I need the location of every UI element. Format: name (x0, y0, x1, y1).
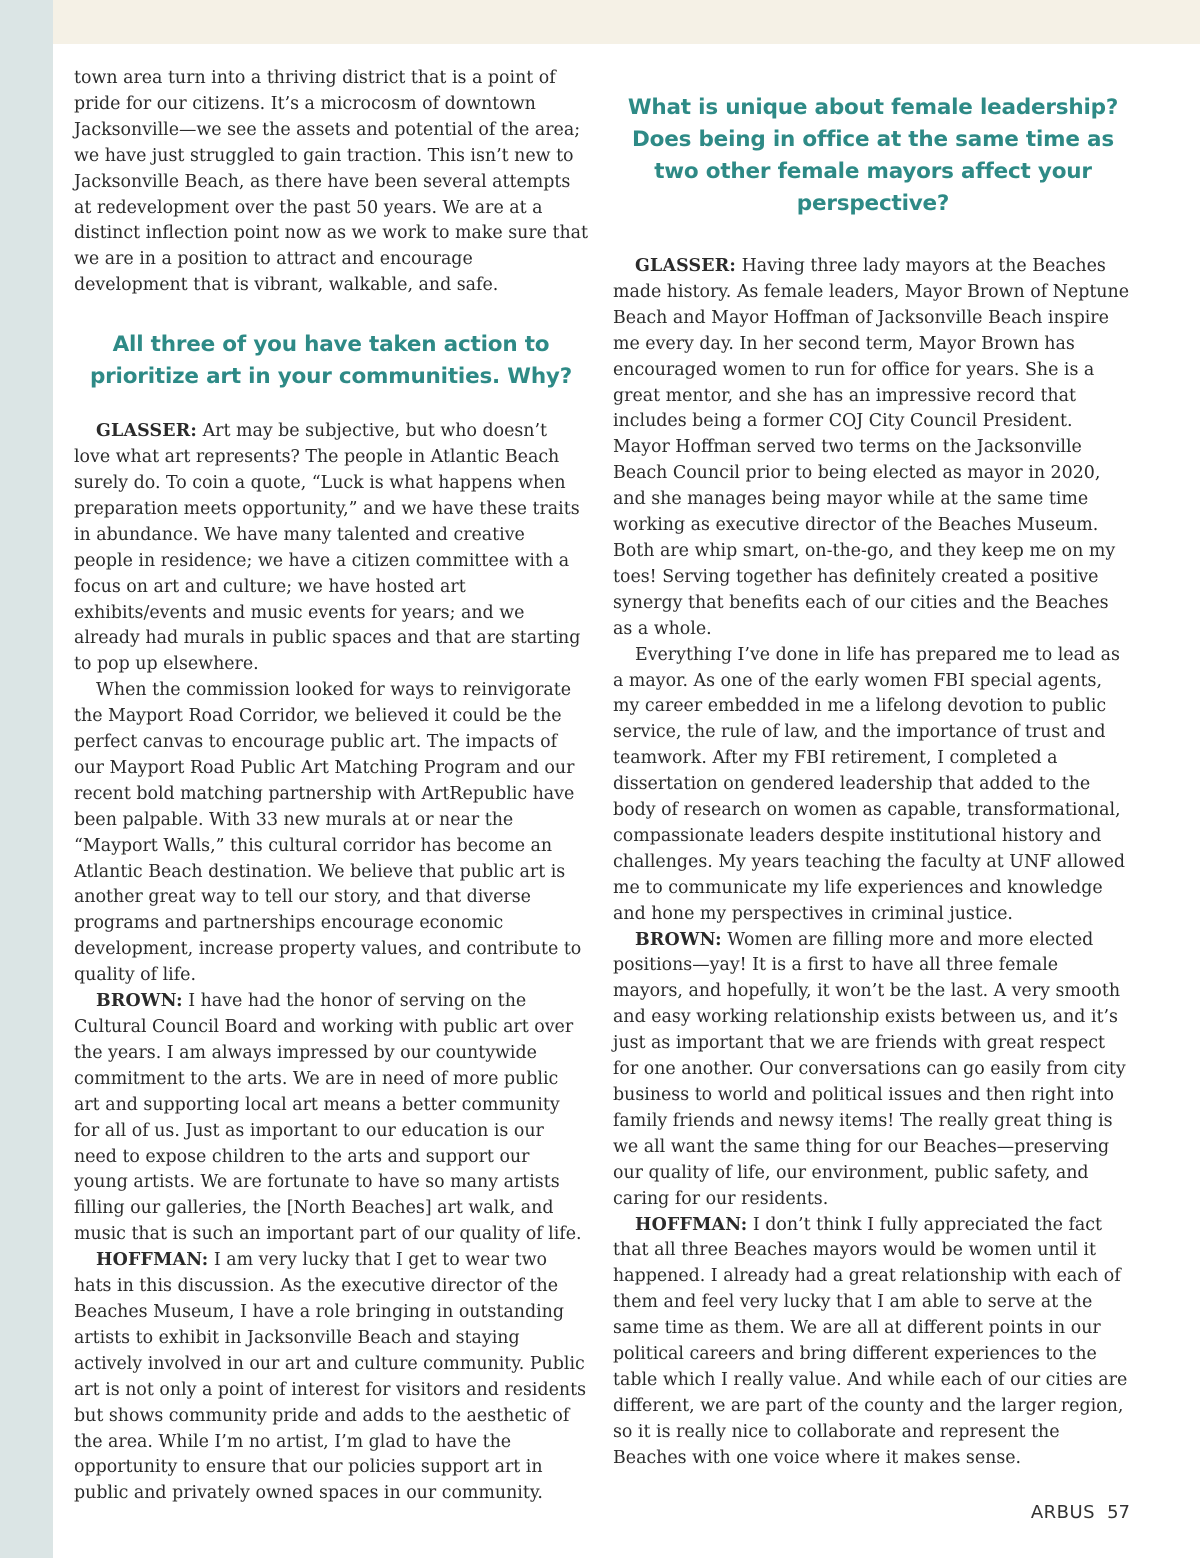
speaker-label: GLASSER: (96, 421, 198, 442)
answer-paragraph (613, 254, 1133, 643)
speaker-label: GLASSER: (635, 256, 737, 276)
speaker-label: HOFFMAN: (635, 1214, 748, 1235)
left-column (74, 66, 588, 1507)
answer-paragraph (74, 1248, 588, 1507)
publication-name: ARBUS (1030, 1502, 1096, 1523)
right-column (613, 92, 1133, 1472)
answer-text: Women are filling more and more elected positions—yay! It is a first to have all three female mayors, and hopefully, it won’t be the last. A very smooth and easy working relationship exists between us, and it’s just as important that we are friends with great respect for one another. Our conversations can go easily from city business to world and political issues and then right into family friends and newsy items! The really great thing is we all want the same thing for our Beaches—preserving our quality of life, our environment, public safety, and caring for our residents. (613, 929, 1126, 1209)
answer-text: Everything I’ve done in life has prepared me to lead as a mayor. As one of the early women FBI special agents, my career embedded in me a lifelong devotion to public service, the rule of law, and the importance of trust and teamwork. After my FBI retirement, I completed a dissertation on gendered leadership that added to the body of research on women as capable, transformational, compassionate leaders despite institutional history and challenges. My years teaching the faculty at UNF allowed me to communicate my life experiences and knowledge and hone my perspectives in criminal justice. (613, 644, 1126, 924)
speaker-label: HOFFMAN: (96, 1250, 209, 1271)
answer-paragraph (613, 1213, 1133, 1472)
question-female-leadership: What is unique about female leadership? Does being in office at the same time as two other female mayors affect your perspective? (627, 95, 1119, 216)
answer-text: Art may be subjective, but who doesn’t love what art represents? The people in Atlantic Beach surely do. To coin a quote, “Luck is what happens when preparation meets opportunity,” and we have these traits in abundance. We have many talented and creative people in residence; we have a citizen committee with a focus on art and culture; we have hosted art exhibits/events and music events for years; and we already had murals in public spaces and that are starting to pop up elsewhere. (74, 421, 581, 675)
left-margin-band (0, 0, 53, 1558)
answer-text: Having three lady mayors at the Beaches made history. As female leaders, Mayor Brown of Neptune Beach and Mayor Hoffman of Jacksonville Beach inspire me every day. In her second term, Mayor Brown has encouraged women to run for office for years. She is a great mentor, and she has an impressive record that includes being a former COJ City Council President. Mayor Hoffman served two terms on the Jacksonville Beach Council prior to being elected as mayor in 2020, and she manages being mayor while at the same time working as executive director of the Beaches Museum. Both are whip smart, on-the-go, and they keep me on my toes! Serving together has definitely created a positive synergy that benefits each of our cities and the Beaches as a whole. (613, 256, 1130, 639)
answer-text: I don’t think I fully appreciated the fact that all three Beaches mayors would be women until it happened. I already had a great relationship with each of them and feel very lucky that I am able to serve at the same time as them. We are all at different points in our political careers and bring different experiences to the table which I really value. And while each of our cities are different, we are part of the county and the larger region, so it is really nice to collaborate and represent the Beaches with one voice where it makes sense. (613, 1214, 1128, 1468)
answer-paragraph (613, 928, 1133, 1213)
answer-paragraph (74, 678, 588, 989)
top-header-band (53, 0, 1200, 44)
answer-text: I have had the honor of serving on the Cultural Council Board and working with public art over the years. I am always impressed by our countywide commitment to the arts. We are in need of more public art and supporting local art means a better community for all of us. Just as important to our education is our need to expose children to the arts and support our young artists. We are fortunate to have so many artists filling our galleries, the [North Beaches] art walk, and music that is such an important part of our quality of life. (74, 991, 582, 1245)
page-number: 57 (1107, 1502, 1130, 1523)
page-footer (1031, 1502, 1130, 1523)
question-art-priority: All three of you have taken action to prioritize art in your communities. Why? (89, 332, 573, 390)
answer-paragraph (74, 989, 588, 1248)
answer-text: I am very lucky that I get to wear two hats in this discussion. As the executive director of the Beaches Museum, I have a role bringing in outstanding artists to exhibit in Jacksonville Beach and staying actively involved in our art and culture community. Public art is not only a point of interest for visitors and residents but shows community pride and adds to the aesthetic of the area. While I’m no artist, I’m glad to have the opportunity to ensure that our policies support art in public and privately owned spaces in our community. (74, 1250, 586, 1504)
answer-paragraph (613, 643, 1133, 928)
answer-paragraph (74, 419, 588, 678)
answer-text: When the commission looked for ways to reinvigorate the Mayport Road Corridor, we believed it could be the perfect canvas to encourage public art. The impacts of our Mayport Road Public Art Matching Program and our recent bold matching partnership with ArtRepublic have been palpable. With 33 new murals at or near the “Mayport Walls,” this cultural corridor has become an Atlantic Beach destination. We believe that public art is another great way to tell our story, and that diverse programs and partnerships encourage economic development, increase property values, and contribute to quality of life. (74, 680, 582, 986)
intro-continuation: town area turn into a thriving district that is a point of pride for our citizens. It’s a microcosm of downtown Jacksonville—we see the assets and potential of the area; we have just struggled to gain traction. This isn’t new to Jacksonville Beach, as there have been several attempts at redevelopment over the past 50 years. We are at a distinct inflection point now as we work to make sure that we are in a position to attract and encourage development that is vibrant, walkable, and safe. (74, 68, 589, 296)
speaker-label: BROWN: (96, 991, 183, 1012)
speaker-label: BROWN: (635, 929, 722, 950)
